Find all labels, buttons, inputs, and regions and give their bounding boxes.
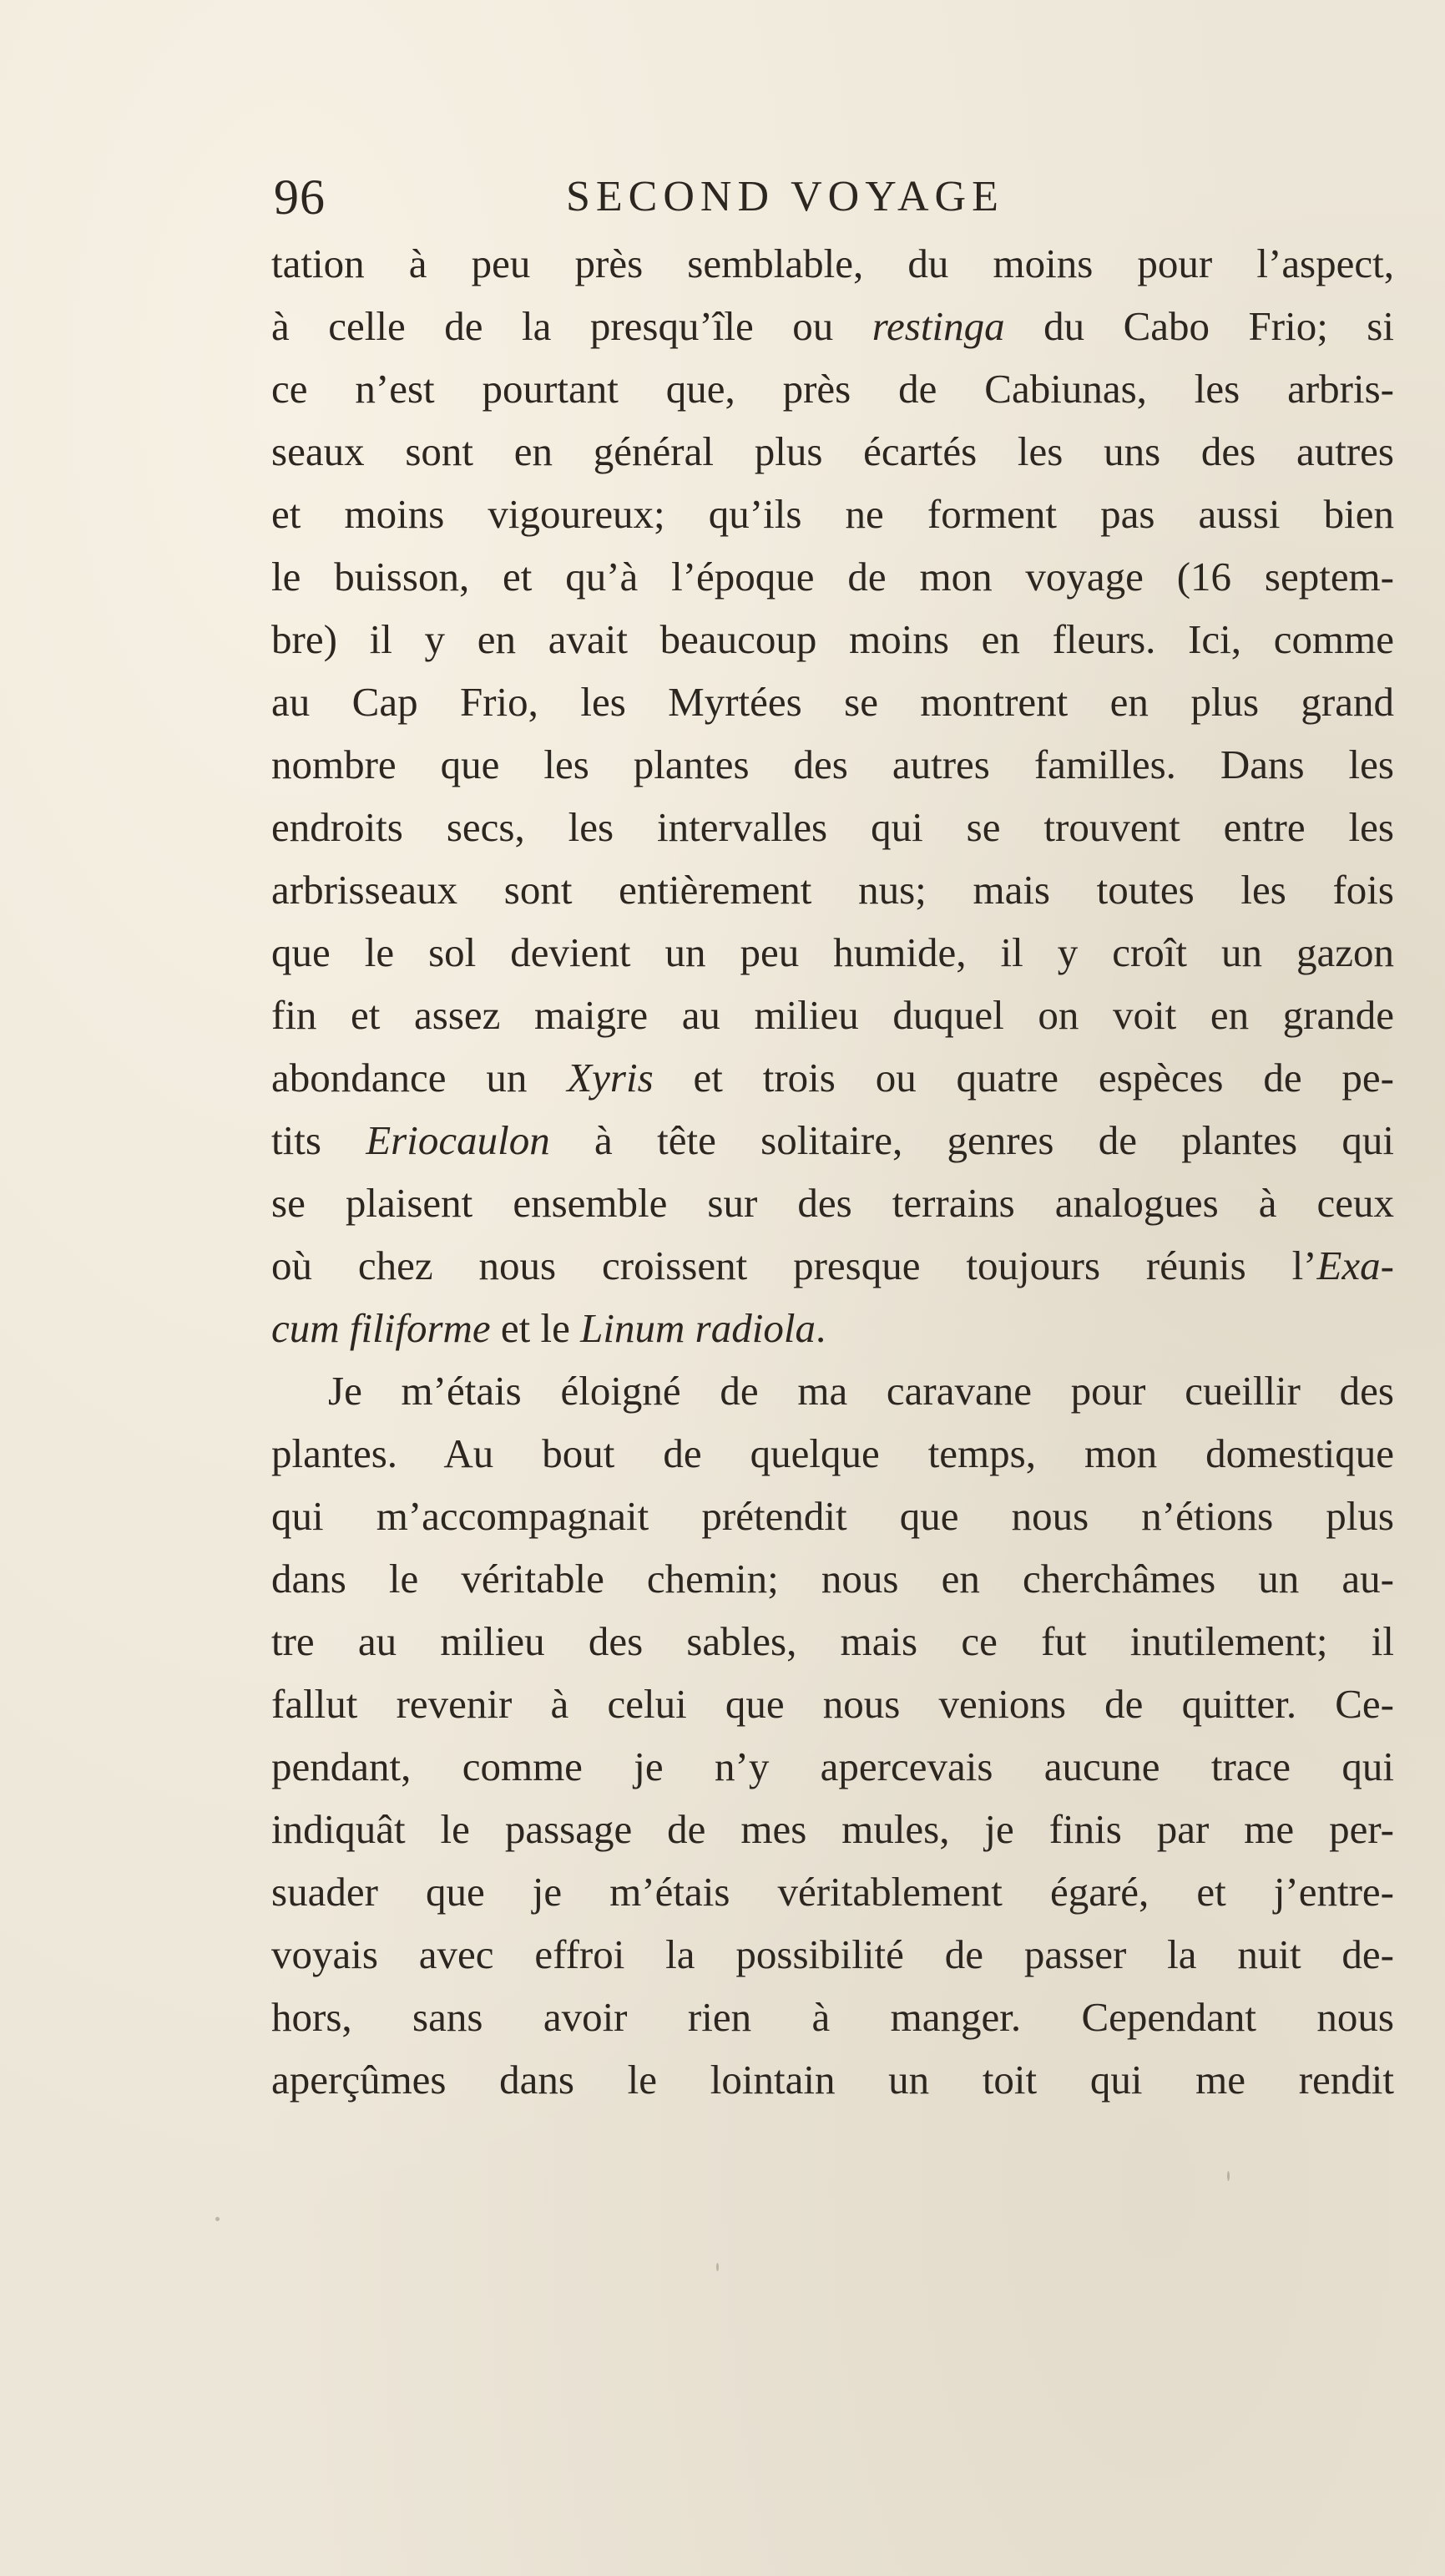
text-line <box>271 1109 1394 1172</box>
text-run: plantes. Au bout de quelque temps, mon domestique <box>271 1430 1394 1476</box>
text-run: et moins vigoureux; qu’ils ne forment pas aussi bien <box>271 491 1394 537</box>
text-run: tre au milieu des sables, mais ce fut inutilement; il <box>271 1618 1394 1664</box>
text-run: Je m’étais éloigné de ma caravane pour cueillir des <box>328 1368 1394 1414</box>
text-line <box>271 1673 1394 1735</box>
text-line <box>271 1422 1394 1485</box>
text-run: tits <box>271 1117 366 1163</box>
text-line <box>271 1234 1394 1297</box>
text-line <box>271 1923 1394 1986</box>
text-run: endroits secs, les intervalles qui se trouvent entre les <box>271 804 1394 850</box>
text-run: à tête solitaire, genres de plantes qui <box>549 1117 1394 1163</box>
italic-term: restinga <box>872 303 1005 349</box>
text-run: tation à peu près semblable, du moins pour l’aspect, <box>271 240 1394 286</box>
text-line <box>271 1986 1394 2048</box>
text-run: suader que je m’étais véritablement égaré, et j’entre- <box>271 1869 1394 1915</box>
running-head <box>274 164 1392 230</box>
text-run: où chez nous croissent presque toujours réunis l’ <box>271 1242 1317 1288</box>
text-run: du Cabo Frio; si <box>1004 303 1394 349</box>
text-run: fin et assez maigre au milieu duquel on voit en grande <box>271 992 1394 1038</box>
text-run: et trois ou quatre espèces de pe- <box>653 1055 1394 1101</box>
text-line <box>271 733 1394 796</box>
text-run: fallut revenir à celui que nous venions de quitter. Ce- <box>271 1681 1394 1727</box>
text-line <box>271 483 1394 545</box>
text-line <box>271 420 1394 483</box>
text-line <box>271 232 1394 295</box>
text-line <box>271 295 1394 357</box>
text-line <box>271 1610 1394 1673</box>
text-run: bre) il y en avait beaucoup moins en fleurs. Ici, comme <box>271 616 1394 662</box>
body-text <box>271 232 1394 2111</box>
text-run: nombre que les plantes des autres familles. Dans les <box>271 741 1394 787</box>
text-line <box>271 2048 1394 2111</box>
text-run: qui m’accompagnait prétendit que nous n’étions plus <box>271 1493 1394 1539</box>
text-run: voyais avec effroi la possibilité de passer la nuit de- <box>271 1931 1394 1977</box>
text-line <box>271 1860 1394 1923</box>
text-run: ce n’est pourtant que, près de Cabiunas, les arbris- <box>271 366 1394 412</box>
paragraph <box>271 232 1394 1359</box>
text-run: se plaisent ensemble sur des terrains analogues à ceux <box>271 1180 1394 1226</box>
text-run: pendant, comme je n’y apercevais aucune trace qui <box>271 1743 1394 1789</box>
text-line <box>271 608 1394 671</box>
text-line <box>271 545 1394 608</box>
text-run: que le sol devient un peu humide, il y croît un gazon <box>271 929 1394 975</box>
text-run: et le <box>490 1305 581 1351</box>
text-run: seaux sont en général plus écartés les uns des autres <box>271 428 1394 474</box>
running-title: SECOND VOYAGE <box>566 173 1004 220</box>
paper-speck <box>215 2217 220 2221</box>
text-line <box>271 1297 1394 1359</box>
text-run: aperçûmes dans le lointain un toit qui me rendit <box>271 2057 1394 2103</box>
italic-term: Xyris <box>567 1055 654 1101</box>
italic-term: Linum radiola <box>580 1305 816 1351</box>
text-line <box>271 858 1394 921</box>
text-run: abondance un <box>271 1055 568 1101</box>
text-run: à celle de la presqu’île ou <box>271 303 872 349</box>
text-run: le buisson, et qu’à l’époque de mon voyage (16 septem- <box>271 554 1394 600</box>
paper-speck <box>716 2263 719 2271</box>
paper-speck <box>1227 2171 1230 2181</box>
paragraph <box>271 1359 1394 2111</box>
text-line <box>271 1735 1394 1798</box>
italic-term: Eriocaulon <box>366 1117 550 1163</box>
text-line <box>271 921 1394 984</box>
text-line <box>271 796 1394 858</box>
text-line <box>271 1359 1394 1422</box>
text-run: arbrisseaux sont entièrement nus; mais toutes les fois <box>271 867 1394 913</box>
text-run: . <box>815 1305 826 1351</box>
italic-term: Exa- <box>1316 1242 1394 1288</box>
text-line <box>271 1798 1394 1860</box>
text-run: dans le véritable chemin; nous en cherchâmes un au- <box>271 1556 1394 1602</box>
text-run: hors, sans avoir rien à manger. Cependant nous <box>271 1994 1394 2040</box>
text-line <box>271 1485 1394 1547</box>
text-line <box>271 984 1394 1046</box>
text-line <box>271 1172 1394 1234</box>
text-line <box>271 1547 1394 1610</box>
text-line <box>271 1046 1394 1109</box>
italic-term: cum filiforme <box>271 1305 491 1351</box>
text-line <box>271 357 1394 420</box>
page-number: 96 <box>274 170 326 225</box>
text-run: indiquât le passage de mes mules, je finis par me per- <box>271 1806 1394 1852</box>
text-line <box>271 671 1394 733</box>
text-run: au Cap Frio, les Myrtées se montrent en plus grand <box>271 679 1394 725</box>
